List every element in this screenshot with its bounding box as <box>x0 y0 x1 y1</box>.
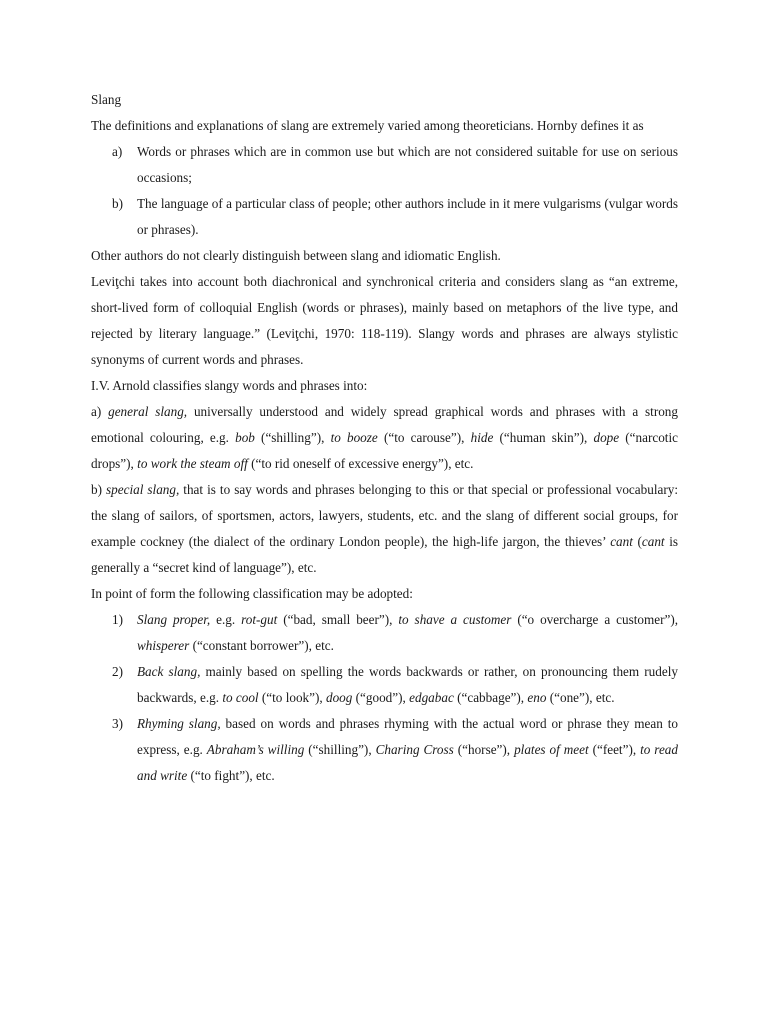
example-italic: doog <box>325 690 353 705</box>
list-marker: b) <box>112 196 123 211</box>
text-run: (“to rid oneself of excessive energy”), etc. <box>247 456 474 471</box>
list-marker: 2) <box>112 664 123 679</box>
text-run: universally understood and widely spread graphical words and phrases with a strong emotional colouring, e.g. <box>91 404 678 445</box>
example-italic: hide <box>470 430 494 445</box>
list-marker: a) <box>112 144 123 159</box>
text-run: that is to say words and phrases belonging to this or that special or professional vocabulary: the slang of sailors, of sportsmen, actors, lawyers, students, etc. and the slang of different social groups, for example cockney (the dialect of the ordinary London people), the high-life jargon, the thieves’ <box>91 482 678 549</box>
example-italic: edgabac <box>409 690 454 705</box>
hornby-item-b <box>91 191 678 243</box>
text-run: e.g. <box>210 612 242 627</box>
example-italic: bob <box>235 430 255 445</box>
example-italic: Abraham’s willing <box>206 742 305 757</box>
example-italic: to booze <box>330 430 378 445</box>
text-run: (“good”), <box>352 690 410 705</box>
example-italic: to cool <box>222 690 259 705</box>
list-marker: 3) <box>112 716 123 731</box>
text-run: (“bad, small beer”), <box>277 612 399 627</box>
example-italic: to read and write <box>137 742 678 783</box>
general-slang-paragraph <box>91 399 678 477</box>
example-italic: dope <box>593 430 620 445</box>
term-italic: Slang proper, <box>137 612 211 627</box>
text-run: (“horse”), <box>453 742 515 757</box>
text-run: based on words and phrases rhyming with the actual word or phrase they mean to express, e.g. <box>137 716 678 757</box>
text-run: is generally a “secret kind of language”), etc. <box>91 534 678 575</box>
text-run: (“cabbage”), <box>453 690 528 705</box>
list-item-text: The language of a particular class of people; other authors include in it mere vulgarisms (vulgar words or phrases). <box>137 196 678 237</box>
example-italic: plates of meet <box>514 742 589 757</box>
special-slang-paragraph <box>91 477 678 581</box>
text-run: (“narcotic drops”), <box>91 430 678 471</box>
term-italic: Back slang, <box>137 664 201 679</box>
form-item-3 <box>91 711 678 789</box>
text-run: b) <box>91 482 107 497</box>
text-run: (“human skin”), <box>493 430 594 445</box>
arnold-paragraph: I.V. Arnold classifies slangy words and phrases into: <box>91 378 368 393</box>
example-italic: eno <box>527 690 547 705</box>
text-run: (“shilling”), <box>254 430 331 445</box>
list-marker: 1) <box>112 612 123 627</box>
text-run: (“to fight”), etc. <box>187 768 275 783</box>
text-run: ( <box>632 534 642 549</box>
levitchi-paragraph: Leviţchi takes into account both diachronical and synchronical criteria and considers slang as “an extreme, short-lived form of colloquial English (words or phrases), mainly based on metaphors of the live type, and rejected by literary language.” (Leviţchi, 1970: 118-119). Slangy words and phrases are always stylistic synonyms of current words and phrases. <box>91 274 678 367</box>
text-run: (“constant borrower”), etc. <box>189 638 334 653</box>
text-run: (“feet”), <box>588 742 641 757</box>
text-run: a) <box>91 404 109 419</box>
example-italic: cant <box>641 534 665 549</box>
text-run: (“one”), etc. <box>546 690 615 705</box>
example-italic: to work the steam off <box>137 456 248 471</box>
text-run: (“to carouse”), <box>377 430 471 445</box>
form-item-1 <box>91 607 678 659</box>
hornby-item-a <box>91 139 678 191</box>
example-italic: to shave a customer <box>398 612 512 627</box>
text-run: (“to look”), <box>258 690 326 705</box>
example-italic: cant <box>610 534 633 549</box>
term-italic: general slang, <box>108 404 188 419</box>
text-run: (“shilling”), <box>304 742 376 757</box>
term-italic: Rhyming slang, <box>137 716 221 731</box>
example-italic: whisperer <box>137 638 190 653</box>
example-italic: Charing Cross <box>375 742 454 757</box>
form-paragraph: In point of form the following classification may be adopted: <box>91 586 413 601</box>
text-run: (“o overcharge a customer”), <box>511 612 679 627</box>
text-run: mainly based on spelling the words backwards or rather, on pronouncing them rudely backwards, e.g. <box>137 664 678 705</box>
document-body <box>91 87 678 789</box>
list-item-text: Words or phrases which are in common use but which are not considered suitable for use on serious occasions; <box>137 144 678 185</box>
intro-paragraph: The definitions and explanations of slang are extremely varied among theoreticians. Hornby defines it as <box>91 118 644 133</box>
term-italic: special slang, <box>106 482 180 497</box>
example-italic: rot-gut <box>241 612 278 627</box>
form-item-2 <box>91 659 678 711</box>
section-title: Slang <box>91 92 122 107</box>
other-authors-paragraph: Other authors do not clearly distinguish between slang and idiomatic English. <box>91 248 501 263</box>
